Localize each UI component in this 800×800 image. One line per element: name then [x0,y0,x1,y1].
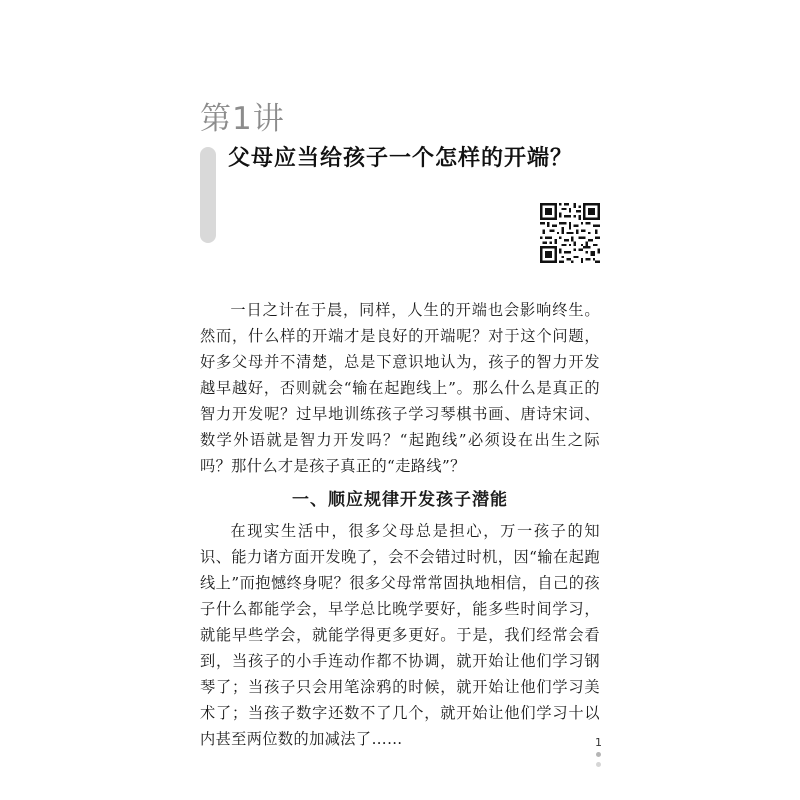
section-heading: 一、顺应规律开发孩子潜能 [292,490,508,510]
page-dot-decoration [596,752,601,757]
page-number: 1 [595,736,602,749]
qr-code-icon [540,203,600,263]
lecture-label: 第1讲 [200,101,285,137]
page-dot-decoration [596,762,601,767]
intro-paragraph: 一日之计在于晨，同样，人生的开端也会影响终生。然而，什么样的开端才是良好的开端呢？对于这个问题，好多父母并不清楚，总是下意识地认为，孩子的智力开发越早越好，否则就会“输在起跑线上”。那么什么是真正的智力开发呢？过早地训练孩子学习琴棋书画、唐诗宋词、数学外语就是智力开发吗？“起跑线”必须设在出生之际吗？那什么才是孩子真正的“走路线”？ [200,301,600,475]
section-paragraph: 在现实生活中，很多父母总是担心，万一孩子的知识、能力诸方面开发晚了，会不会错过时机，因“输在起跑线上”而抱憾终身呢？很多父母常常固执地相信，自己的孩子什么都能学会，早学总比晚学要好，能多些时间学习，就能早些学会，就能学得更多更好。于是，我们经常会看到，当孩子的小手连动作都不协调，就开始让他们学习钢琴了；当孩子只会用笔涂鸦的时候，就开始让他们学习美术了；当孩子数字还数不了几个，就开始让他们学习十以内甚至两位数的加减法了…… [200,522,600,748]
title-side-bar [200,147,216,243]
chapter-title: 父母应当给孩子一个怎样的开端？ [228,146,574,171]
